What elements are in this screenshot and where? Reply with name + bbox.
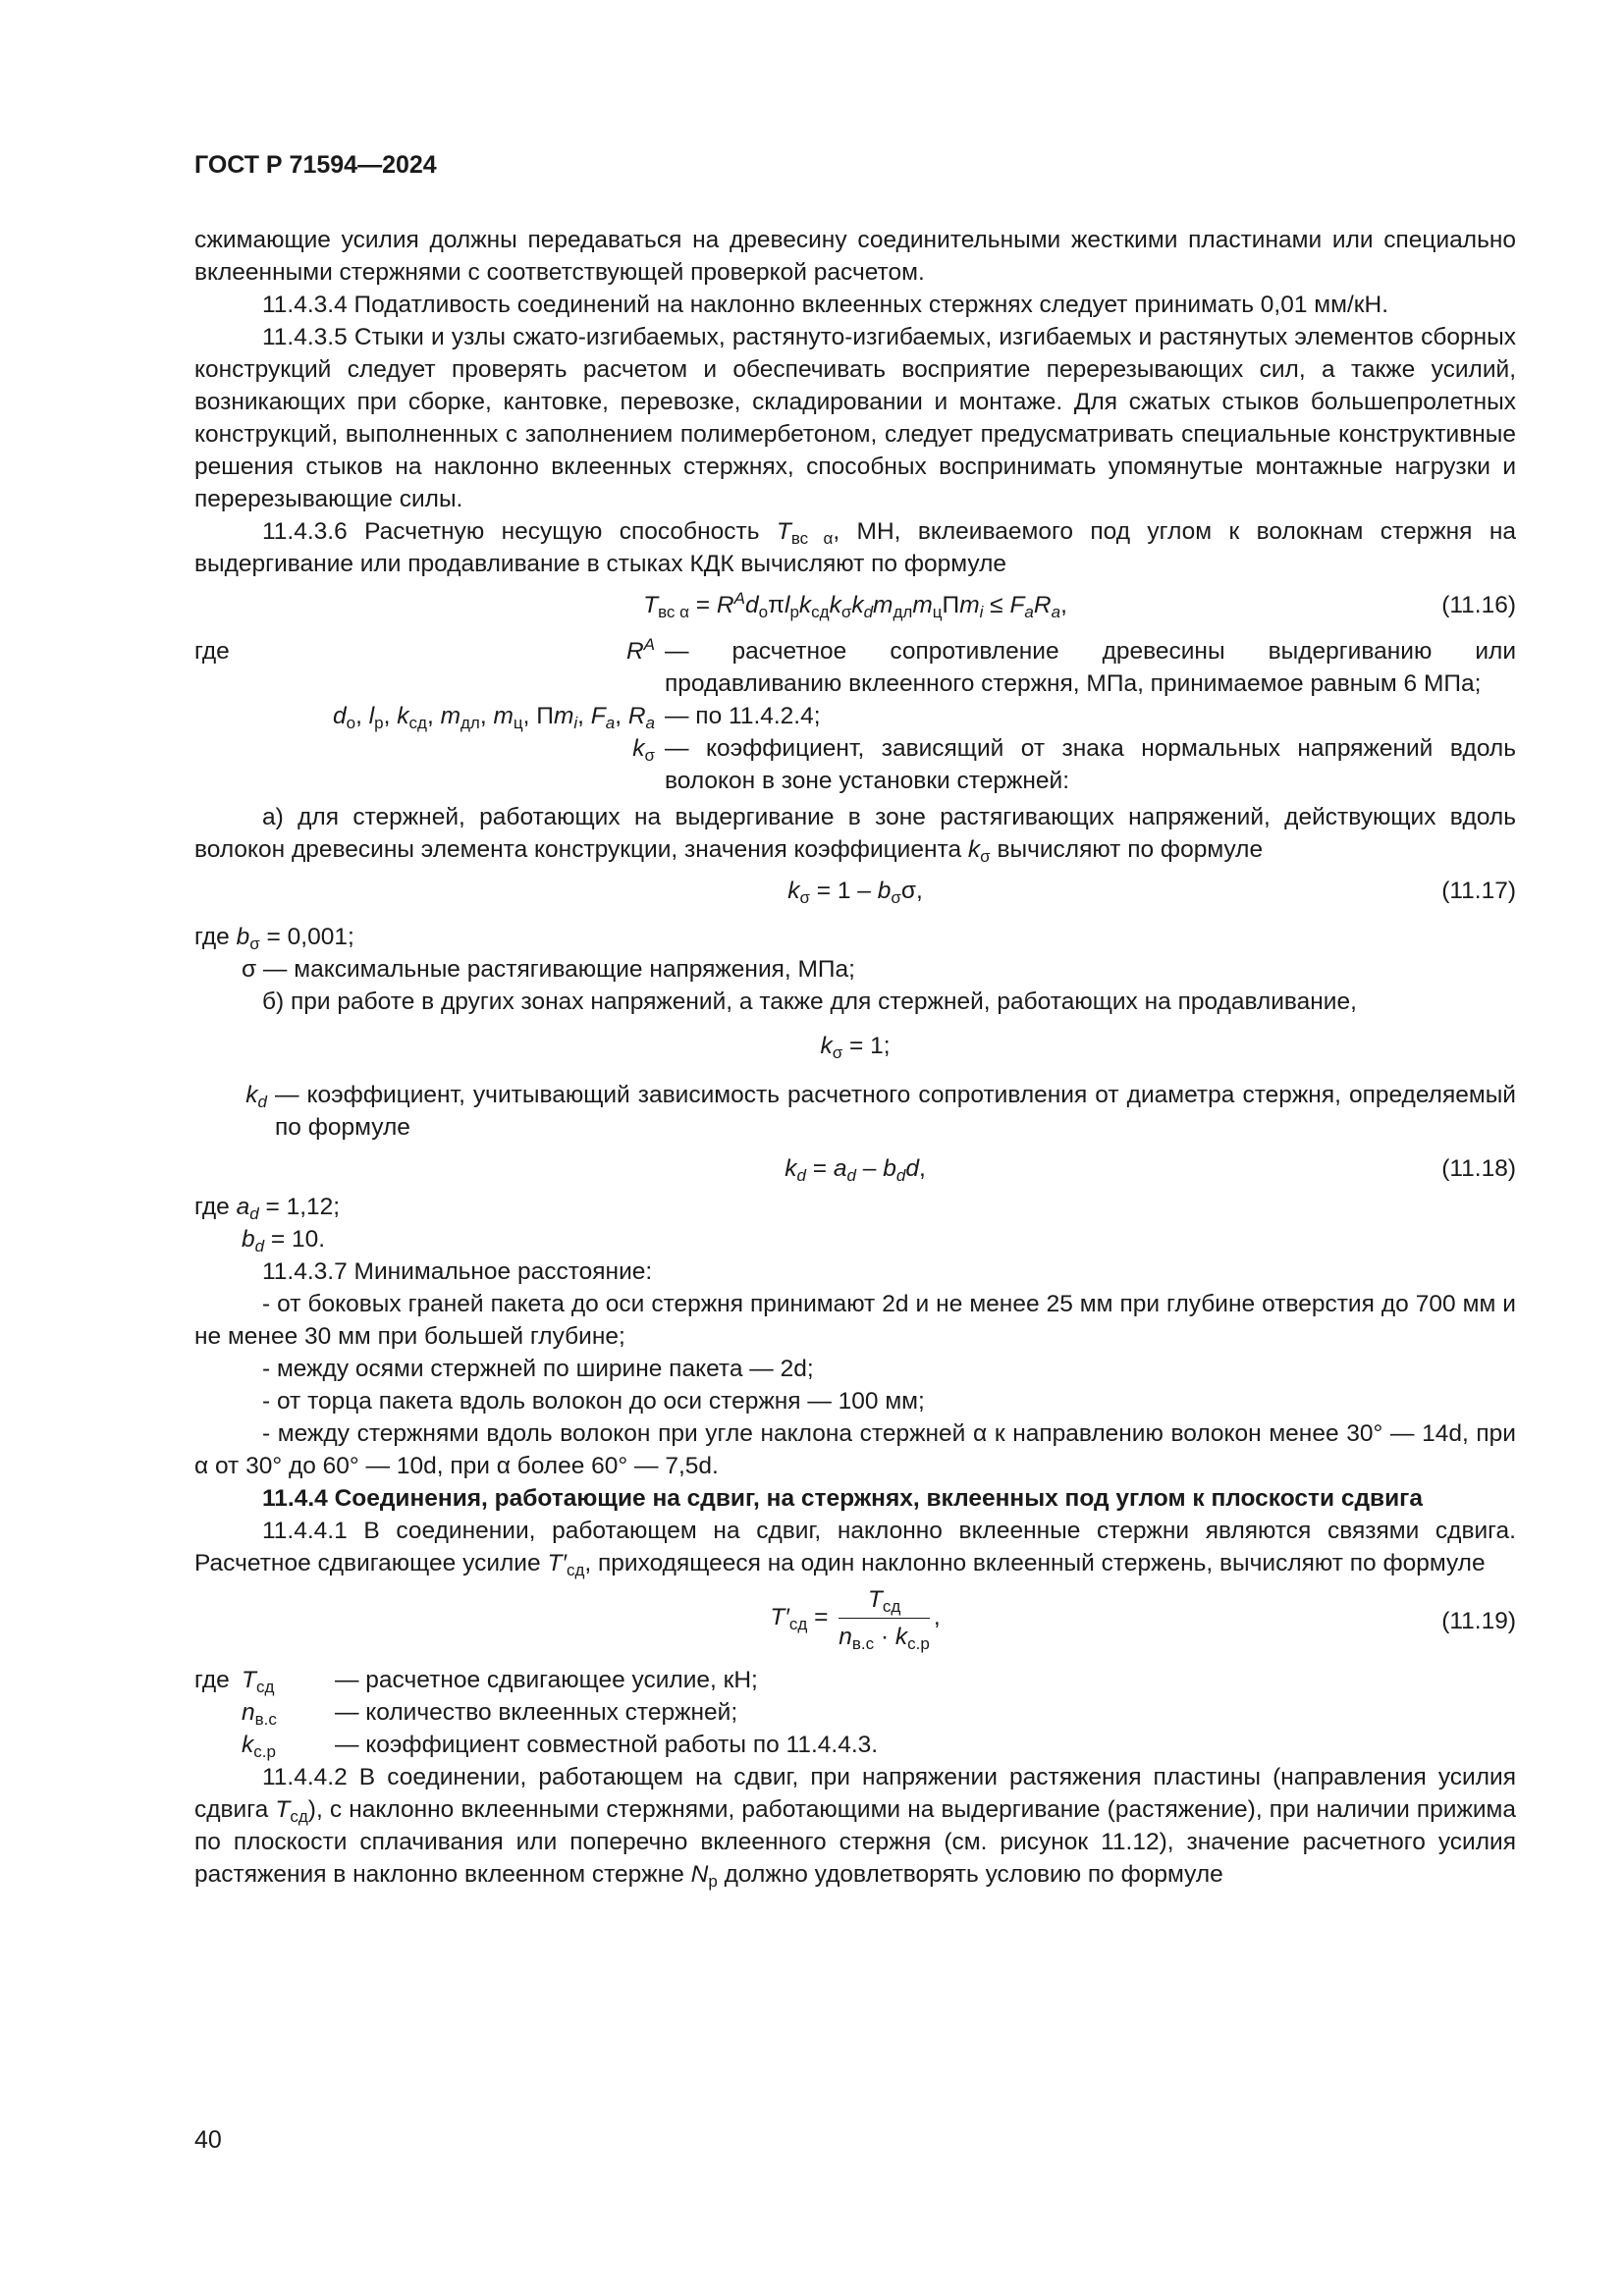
distance-item: - между осями стержней по ширине пакета — 2d; (262, 1356, 814, 1382)
document-header: ГОСТ Р 71594—2024 (194, 151, 437, 179)
distance-item: - от боковых граней пакета до оси стержня принимают 2d и не менее 25 мм при глубине отверстия до 700 мм и не менее 30 мм при большей глубине; (194, 1291, 1516, 1350)
formula-11-19 (194, 1585, 1516, 1656)
definition-text: — коэффициент совместной работы по 11.4.4.3. (335, 1732, 879, 1758)
definition-text: — расчетное сопротивление древесины выдергиванию или продавливанию вклеенного стержня, МПа, принимаемое равным 6 МПа; (665, 638, 1516, 697)
definition-row: где $T_{сд}$ — расчетное сдвигающее усилие, кН; (194, 1664, 1516, 1696)
bd-line: $b_d = 10$. (242, 1226, 326, 1255)
definition-text: — коэффициент, зависящий от знака нормальных напряжений вдоль волокон в зоне установки стержней: (665, 735, 1516, 794)
sigma-definition: σ — максимальные растягивающие напряжения, МПа; (242, 956, 855, 983)
formula-expression: $k_\sigma = 1$; (820, 1033, 891, 1062)
formula-expression: $k_d = a_d - b_dd$, (785, 1155, 926, 1185)
paragraph-11442: 11.4.4.2 В соединении, работающем на сдвиг, при напряжении растяжения пластины (направления усилия сдвига $T_{сд}$), с наклонно вклеенными стержнями, работающими на выдергивание (растяжение), при наличии прижима по плоскости сплачивания или поперечно вклеенного стержня (см. рисунок 11.12), значение расчетного усилия растяжения в наклонно вклеенном стержне $N_р$ должно удовлетворять условию по формуле (194, 1764, 1517, 1891)
definition-text: — коэффициент, учитывающий зависимость расчетного сопротивления от диаметра стержня, определяемый по формуле (275, 1082, 1516, 1141)
definition-text: — количество вклеенных стержней; (335, 1699, 738, 1726)
distance-item: - между стержнями вдоль волокон при угле наклона стержней α к направлению волокон менее 30° — 14d, при α от 30° до 60° — 10d, при α более 60° — 7,5d. (194, 1420, 1516, 1479)
formula-expression: $k_\sigma = 1 - b_\sigma\sigma$, (787, 878, 923, 907)
fraction: $\frac{T_{сд}}{n_{в.с} \cdot k_{с.р}}$ (839, 1583, 930, 1653)
section-heading-1144: 11.4.4 Соединения, работающие на сдвиг, на стержнях, вклеенных под углом к плоскости сдвига (262, 1485, 1423, 1512)
where-line: где $a_d = 1,12$; (194, 1194, 341, 1223)
formula-11-18 (194, 1152, 1516, 1188)
page-content (194, 224, 1516, 1891)
paragraph-11435: 11.4.3.5 Стыки и узлы сжато-изгибаемых, растянуто-изгибаемых, изгибаемых и растянутых элементов сборных конструкций следует проверять расчетом и обеспечивать восприятие перерезывающих сил, а также усилий, возникающих при сборке, кантовке, перевозке, складировании и монтаже. Для сжатых стыков большепролетных конструкций, выполненных с заполнением полимербетоном, следует предусматривать специальные конструктивные решения стыков на наклонно вклеенных стержнях, способных воспринимать упомянутые монтажные нагрузки и перерезывающие силы. (194, 324, 1516, 512)
definition-text: — расчетное сдвигающее усилие, кН; (335, 1667, 758, 1693)
formula-11-17 (194, 875, 1516, 910)
formula-11-16 (194, 589, 1516, 624)
formula-number: (11.16) (1441, 592, 1516, 618)
definition-term: $T_{сд}$ (242, 1667, 275, 1696)
page-number: 40 (194, 2126, 222, 2154)
where-line: где $b_\sigma = 0,001$; (194, 924, 354, 953)
paragraph-11434: 11.4.3.4 Податливость соединений на наклонно вклеенных стержнях следует принимать 0,01 мм/кН. (262, 292, 1389, 318)
definition-term: $d_о$, $l_р$, $k_{сд}$, $m_{дл}$, $m_ц$, $\Pi m_i$, $F_a$, $R_a$ (332, 703, 655, 732)
paragraph-11437: 11.4.3.7 Минимальное расстояние: (262, 1258, 653, 1285)
paragraph-11436: 11.4.3.6 Расчетную несущую способность $T_{вс \alpha}$, МН, вклеиваемого под углом к волокнам стержня на выдергивание или продавливание в стыках КДК вычисляют по формуле (194, 518, 1516, 577)
formula-number: (11.19) (1441, 1608, 1516, 1634)
definition-list-11-19 (194, 1664, 1516, 1761)
formula-ks-one (194, 1030, 1516, 1065)
formula-expression: $T'_{сд}$ = $\frac{T_{сд}}{n_{в.с} \cdot k_{с.р}}$ , (194, 1583, 1516, 1653)
definition-term: где $R^A$ (194, 635, 655, 665)
paragraph-11441: 11.4.4.1 В соединении, работающем на сдвиг, наклонно вклеенные стержни являются связями сдвига. Расчетное сдвигающее усилие $T'_{сд}$, приходящееся на один наклонно вклеенный стержень, вычисляют по формуле (194, 1518, 1516, 1579)
definition-text: — по 11.4.2.4; (665, 703, 821, 729)
formula-number: (11.18) (1441, 1155, 1516, 1182)
definition-term: $n_{в.с}$ (242, 1699, 277, 1729)
distance-item: - от торца пакета вдоль волокон до оси стержня — 100 мм; (262, 1388, 925, 1415)
kd-definition (194, 1079, 1516, 1144)
paragraph: сжимающие усилия должны передаваться на древесину соединительными жесткими пластинами или специально вклеенными стержнями с соответствующей проверкой расчетом. (194, 227, 1516, 286)
formula-expression: $T_{вс \alpha} = R^Ad_о\pi l_рk_{сд}k_\sigma k_dm_{дл}m_ц\Pi m_i \le F_aR_a$, (643, 589, 1067, 621)
definition-term: $k_\sigma$ (632, 735, 655, 765)
definition-row (194, 1729, 1516, 1761)
formula-number: (11.17) (1441, 878, 1516, 904)
paragraph-case-b: б) при работе в других зонах напряжений, а также для стержней, работающих на продавливание, (262, 988, 1357, 1015)
definition-list (194, 635, 1516, 797)
paragraph-case-a: а) для стержней, работающих на выдергивание в зоне растягивающих напряжений, действующих вдоль волокон древесины элемента конструкции, значения коэффициента $k_\sigma$ вычисляют по формуле (194, 804, 1516, 866)
definition-term: $k_{с.р}$ (242, 1732, 276, 1761)
definition-term: $k_d$ (245, 1082, 267, 1111)
definition-row (194, 1696, 1516, 1729)
